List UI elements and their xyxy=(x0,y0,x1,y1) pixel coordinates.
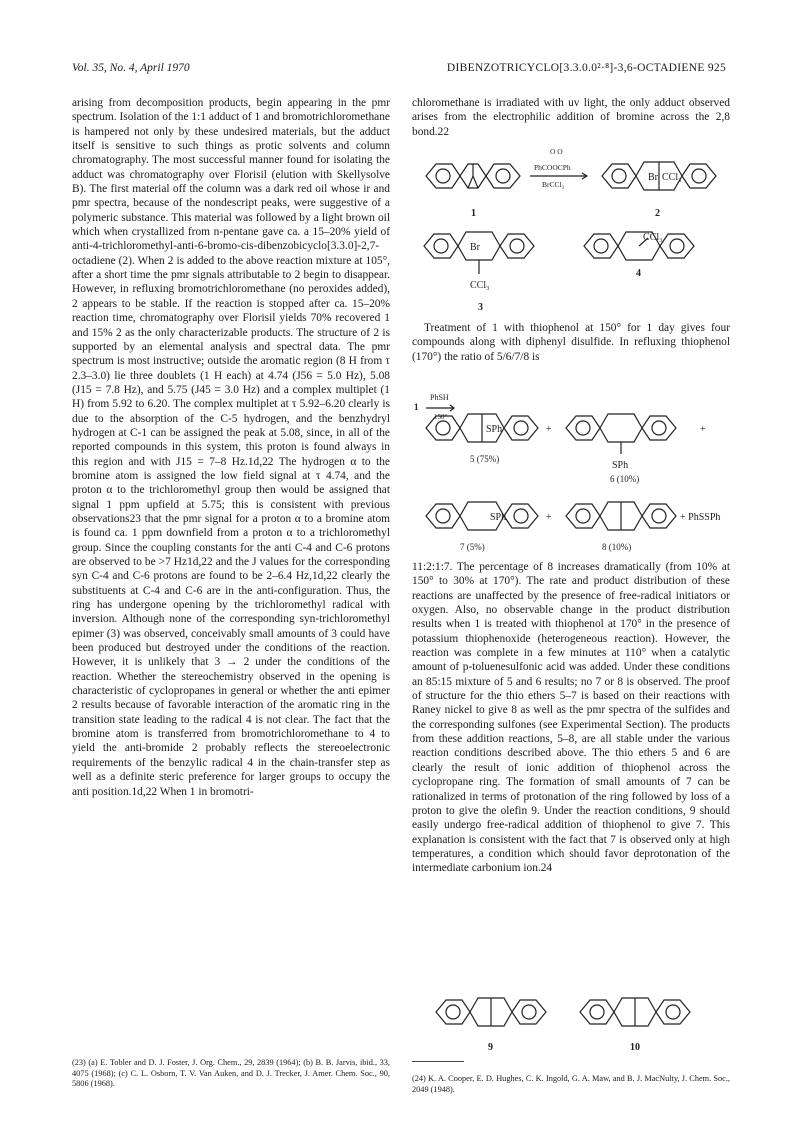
structure-2-ccl3: CCl₃ xyxy=(662,172,682,183)
byproduct-phssph: + PhSSPh xyxy=(680,512,721,523)
right-column xyxy=(412,96,730,139)
reagent-carbonyls: O O xyxy=(550,147,563,156)
label-5: 5 (75%) xyxy=(470,454,500,464)
label-6: 6 (10%) xyxy=(610,474,640,484)
reagent-brccl3: BrCCl₃ xyxy=(542,180,565,189)
structure-3-ccl3: CCl₃ xyxy=(470,280,490,291)
scheme-thiophenol xyxy=(412,372,732,557)
footnote-rule xyxy=(412,1061,464,1062)
left-column xyxy=(72,96,390,799)
structure-6-sph: SPh xyxy=(612,460,629,471)
label-1: 1 xyxy=(471,208,476,219)
left-paragraph: arising from decomposition products, begin appearing in the pmr spectrum. Isolation of the 1:1 adduct of 1 and bromotrichloromethane is hampered not only by these undesired materials, but the adduct itself is sensitive to such things as protic solvents and column chromatography. The most successful manner found for isolating the adduct was chromatography over Florisil (elution with Skellysolve B). The first material off the column was a dark red oil whose ir and pmr spectra, because of the nondescript peaks, were suggestive of a polymeric substance. This material was followed by a light brown oil which when crystallized from n-pentane gave ca. a 15–20% yield of anti-4-trichloromethyl-anti-6-bromo-cis-dibenzobicyclo[3.3.0]-2,7-octadiene (2). When 2 is added to the above reaction mixture at 105°, after a short time the pmr signals attributable to 2 begin to disappear. However, in refluxing bromotrichloromethane (no peroxides added), 2 appears to be stable. If the reaction is stopped after ca. 15–20% reaction time, chromatography over Florisil yields 70% recovered 1 and 15% 2 as the only characterizable products. The structure of 2 is supported by an elemental analysis and spectral data. The pmr spectrum is most instructive; outside the aromatic region (8 H from τ 2.3–3.0) lie three doublets (1 H each) at 4.74 (J56 = 5.0 Hz), 5.08 (J15 = 7.8 Hz), and 5.75 (J45 = 3.0 Hz) and a complex multiplet (1 H) from 5.92 to 6.20. The complex multiplet at τ 5.92–6.20 clearly is due to the absorption of the C-5 hydrogen, and the benzhydryl hydrogen at C-1 can be assigned the peak at 5.08, since, in all of the reported compounds in this system, this proton is found always in this region and with J15 = 7–8 Hz.1d,22 The hydrogen α to the bromine atom is assigned the low field signal at τ 4.74, and the proton α to the trichloromethyl group then would be assigned that signal 1 ppm upfield at 5.75; this is consistent with previous observations23 that the pmr signal for a proton α to a bromine atom is found ca. 1 ppm downfield from a proton α to a trichloromethyl group. Since the coupling constants for the anti C-4 and C-6 protons are observed to be >7 Hz1d,22 and the J values for the corresponding syn C-4 and C-6 protons are found to be 2–6.4 Hz,1d,22 clearly the substituents at C-4 and C-6 are in the anti-configuration. Thus, the ring has undergone opening by the trichloromethyl radical with inversion. Although none of the corresponding syn-trichloromethyl epimer (3) was observed, conceivably small amounts of 3 could have been produced but destroyed under the conditions of the reaction. However, it is unlikely that 3 → 2 under the conditions of the reaction. Whether the stereochemistry observed in the opening is characteristic of cyclopropanes in general or whether the anti epimer 2 results because of favorable interaction of the aromatic ring in the transition state leading to the radical 4 is not clear. The fact that the bromine atom is transferred from bromotrichloromethane to 4 to yield the anti-bromide 2 probably reflects the stereoelectronic requirements of the benzylic radical 4 in the chain-transfer step as well as a definite steric preference for larger groups to occupy the anti position.1d,22 When 1 in bromotri- xyxy=(72,97,390,798)
structure-5-sph: SPh xyxy=(486,424,503,435)
reagent-temp: 150° xyxy=(434,413,448,421)
scheme2-start: 1 xyxy=(414,402,419,412)
label-2: 2 xyxy=(655,208,660,219)
structure-1 xyxy=(426,164,520,188)
structure-9 xyxy=(436,998,546,1026)
structure-2 xyxy=(602,162,716,190)
right-paragraph-1: chloromethane is irradiated with uv light, the only adduct observed arises from the electrophilic addition of bromine across the 2,8 bond.22 xyxy=(412,97,730,138)
structure-2-br: Br xyxy=(648,172,658,183)
label-7: 7 (5%) xyxy=(460,542,485,552)
label-4: 4 xyxy=(636,268,641,279)
right-paragraph-3: 11:2:1:7. The percentage of 8 increases dramatically (from 10% at 150° to 30% at 170°). The rate and product distribution of these reactions are unaffected by the presence of free-radical initiators or oxygen. Also, no observable change in the product distribution results when 1 is treated with thiophenol at 170° in the presence of potassium thiophenoxide (heterogeneous reaction). However, the reaction was complete in a few minutes at 110° when a catalytic amount of p-toluenesulfonic acid was added. Under these conditions an 85:15 mixture of 5 and 6 results; no 7 or 8 is observed. The proof of structure for the thio ethers 5–7 is based on their reactions with Raney nickel to give 8 as well as the pmr spectra of the sulfides and the corresponding sulfones (see Experimental Section). The products from these addition reactions, 5–8, are all stable under the various reaction conditions described above. The thio ethers 5 and 6 are clearly the result of ionic addition of thiophenol across the cyclopropane ring. The formation of small amounts of 7 can be rationalized in terms of protonation of the ring followed by loss of a proton to give the olefin 9. Under the reaction conditions, 9 should easily undergo free-radical addition of thiophenol to give 7. This explanation is consistent with the fact that 7 is observed only at high temperatures, a condition which should favor deprotonation of the intermediate carbonium ion.24 xyxy=(412,561,730,875)
structure-3-br: Br xyxy=(470,242,480,253)
reagent-phsh: PhSH xyxy=(430,393,449,402)
structure-8 xyxy=(566,502,676,530)
plus-sign-3: + xyxy=(546,512,552,523)
scheme-olefins xyxy=(412,990,732,1062)
footnote-24: (24) K. A. Cooper, E. D. Hughes, C. K. Ingold, G. A. Maw, and B. J. MacNulty, J. Chem. Soc., 2049 (1948). xyxy=(412,1074,730,1094)
structure-4-ccl3: CCl₃ xyxy=(643,232,663,243)
running-header-left: Vol. 35, No. 4, April 1970 xyxy=(72,62,190,74)
structure-6 xyxy=(566,414,676,454)
label-10: 10 xyxy=(630,1042,640,1053)
right-column-p3 xyxy=(412,560,730,876)
structure-4 xyxy=(584,232,694,260)
plus-sign-2: + xyxy=(700,424,706,435)
reagent-peroxide: PhCOOCPh xyxy=(534,163,571,172)
plus-sign-1: + xyxy=(546,424,552,435)
footnote-23: (23) (a) E. Tobler and D. J. Foster, J. Org. Chem., 29, 2839 (1964); (b) B. B. Jarvis, ibid., 33, 4075 (1968); (c) C. L. Osborn, T. V. Van Auken, and D. J. Trecker, J. Amer. Chem. Soc., 90, 5806 (1968). xyxy=(72,1058,390,1088)
right-column-p2 xyxy=(412,321,730,364)
structure-3 xyxy=(424,232,534,274)
label-9: 9 xyxy=(488,1042,493,1053)
running-header-right: DIBENZOTRICYCLO[3.3.0.0²·⁸]-3,6-OCTADIENE 925 xyxy=(446,62,726,74)
label-8: 8 (10%) xyxy=(602,542,632,552)
scheme-bromination xyxy=(412,146,732,316)
structure-10 xyxy=(580,998,690,1026)
structure-7-sph: SPh xyxy=(490,512,507,523)
structure-7 xyxy=(426,502,538,530)
right-paragraph-2: Treatment of 1 with thiophenol at 150° for 1 day gives four compounds along with diphenyl disulfide. In refluxing thiophenol (170°) the ratio of 5/6/7/8 is xyxy=(412,322,730,363)
label-3: 3 xyxy=(478,302,483,313)
